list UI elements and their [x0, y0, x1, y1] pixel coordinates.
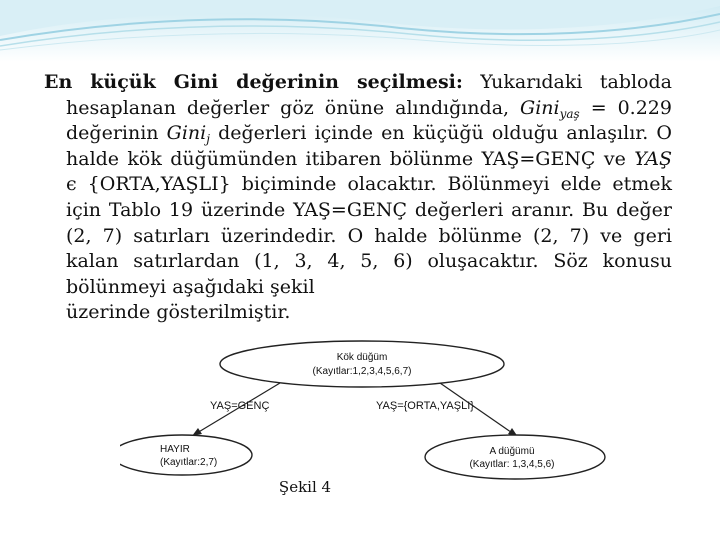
left-child-node — [120, 435, 252, 475]
paragraph-text-1: Yukarıdaki tabloda hesaplanan değerler göz önüne alındığında, — [66, 71, 672, 119]
left-edge-label: YAŞ=GENÇ — [210, 400, 270, 412]
right-child-title: A düğümü — [489, 446, 535, 457]
gini-j-subscript: j — [206, 132, 210, 147]
figure-caption: Şekil 4 — [278, 478, 332, 496]
right-child-records: (Kayıtlar: 1,3,4,5,6) — [469, 459, 555, 470]
right-edge-label: YAŞ={ORTA,YAŞLI} — [376, 400, 474, 412]
yas-italic: YAŞ — [634, 147, 672, 170]
paragraph-heading: En küçük Gini değerinin seçilmesi: — [44, 71, 463, 93]
body-text — [44, 70, 672, 326]
paragraph-text-3: değerleri içinde en küçüğü olduğu anlaşılır. O halde kök düğümünden itibaren bölünme YAŞ=GENÇ ve — [66, 122, 673, 170]
paragraph-text-5: üzerinde gösterilmiştir. — [66, 301, 291, 324]
paragraph-text-2: = 0.229 değerinin — [66, 96, 672, 145]
root-node — [220, 341, 504, 387]
gini-symbol: Gini — [520, 96, 560, 119]
root-node-records: (Kayıtlar:1,2,3,4,5,6,7) — [312, 366, 412, 377]
decision-tree-figure — [120, 336, 608, 488]
right-child-node — [425, 435, 605, 479]
root-node-title: Kök düğüm — [336, 352, 388, 363]
left-child-title: HAYIR — [160, 444, 190, 455]
decision-tree-svg — [120, 336, 608, 488]
gini-subscript: yaş — [559, 106, 580, 121]
paragraph-text-4: ϵ {ORTA,YAŞLI} biçiminde olacaktır. Bölünmeyi elde etmek için Tablo 19 üzerinde YAŞ=GENÇ değerleri aranır. Bu değer (2, 7) satırları üzerindedir. O halde bölünme (2, 7) ve geri kalan satırlardan (1, 3, 4, 5, 6) oluşacaktır. Söz konusu bölünmeyi aşağıdaki şekil — [66, 173, 672, 298]
paragraph — [44, 70, 672, 326]
left-child-records: (Kayıtlar:2,7) — [160, 457, 218, 468]
gini-j-symbol: Gini — [166, 122, 207, 145]
decorative-banner — [0, 0, 720, 62]
